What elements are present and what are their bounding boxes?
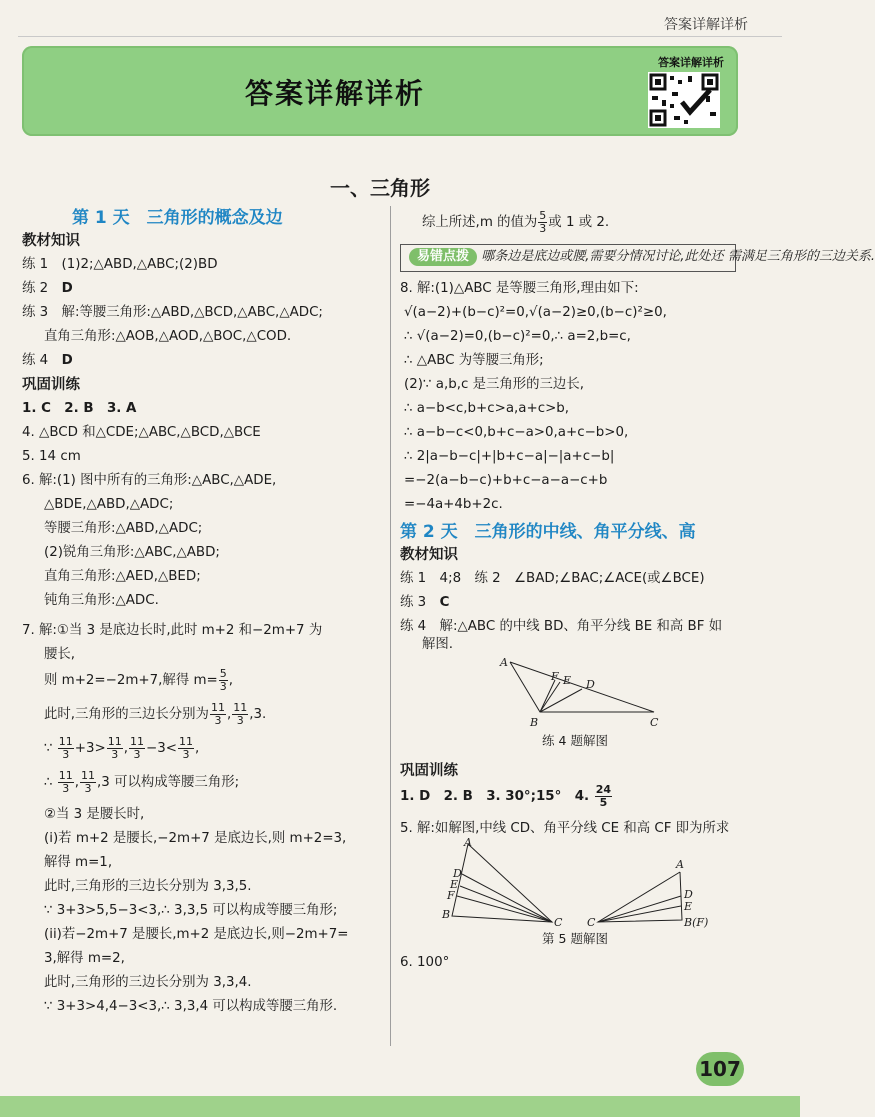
left-column bbox=[22, 206, 384, 1016]
page-number: 107 bbox=[696, 1052, 744, 1086]
answer-line: 钝角三角形:△ADC. bbox=[44, 593, 159, 608]
answer-line: 练 4 D bbox=[22, 353, 73, 368]
answer-line: √(a−2)+(b−c)²=0,√(a−2)≥0,(b−c)²≥0, bbox=[404, 305, 667, 320]
right-column bbox=[400, 206, 875, 972]
answer-line: =−4a+4b+2c. bbox=[404, 497, 503, 512]
answer-line: ∵ 3+3>4,4−3<3,∴ 3,3,4 可以构成等腰三角形. bbox=[44, 999, 338, 1014]
answer-line: 直角三角形:△AOB,△AOD,△BOC,△COD. bbox=[44, 329, 292, 344]
point-label-d: D bbox=[453, 867, 462, 880]
answer-line: (ii)若−2m+7 是腰长,m+2 是底边长,则−2m+7= bbox=[44, 927, 349, 942]
point-label-b: B bbox=[530, 716, 539, 729]
chapter-title: 一、三角形 bbox=[330, 176, 430, 200]
point-label-a: A bbox=[500, 656, 508, 669]
answer-line: 练 3 C bbox=[400, 595, 450, 610]
tip-text: 哪条边是底边或腰,需要分情况讨论,此处还 bbox=[481, 249, 724, 264]
answer-line: 1. C 2. B 3. A bbox=[22, 401, 137, 416]
answer-line: ∵ $\frac{11}{3}$ +3> $\frac{11}{3}$ , $\frac{11}{3}$ −3< $\frac{11}{3}$ , bbox=[44, 734, 200, 761]
answer-line: 7. 解:①当 3 是底边长时,此时 m+2 和−2m+7 为 bbox=[22, 623, 323, 638]
header-rule bbox=[18, 36, 782, 37]
answer-line: 5. 解:如解图,中线 CD、角平分线 CE 和高 CF 即为所求 bbox=[400, 821, 730, 836]
answer-line: ∴ 2|a−b−c|+|b+c−a|−|a+c−b| bbox=[404, 449, 615, 464]
answer-line: 等腰三角形:△ABD,△ADC; bbox=[44, 521, 203, 536]
point-label-e: E bbox=[563, 674, 572, 687]
point-label-c: C bbox=[650, 716, 659, 729]
figure-caption: 练 4 题解图 bbox=[542, 733, 608, 748]
answer-line: ∴ √(a−2)=0,(b−c)²=0,∴ a=2,b=c, bbox=[404, 329, 631, 344]
point-label-d: D bbox=[684, 888, 693, 901]
section-training: 巩固训练 bbox=[400, 763, 458, 779]
answer-line: 此时,三角形的三边长分别为 $\frac{11}{3}$ , $\frac{11}{3}$ ,3. bbox=[44, 700, 267, 727]
point-label-c: C bbox=[554, 916, 563, 929]
point-label-a: A bbox=[464, 836, 472, 849]
answer-line: 5. 14 cm bbox=[22, 449, 81, 464]
point-label-a: A bbox=[676, 858, 684, 871]
point-label-b: B bbox=[442, 908, 451, 921]
answer-line: 则 m+2=−2m+7,解得 m= $\frac{5}{3}$ , bbox=[44, 666, 233, 693]
answer-line: 练 3 解:等腰三角形:△ABD,△BCD,△ABC,△ADC; bbox=[22, 305, 323, 320]
answer-line: 6. 解:(1) 图中所有的三角形:△ABC,△ADE, bbox=[22, 473, 277, 488]
running-header: 答案详解详析 bbox=[664, 17, 748, 33]
column-divider bbox=[390, 206, 391, 1046]
answer-line: 此时,三角形的三边长分别为 3,3,4. bbox=[44, 975, 252, 990]
answer-line: 腰长, bbox=[44, 647, 76, 662]
title-banner bbox=[22, 46, 738, 136]
answer-line: 1. D 2. B 3. 30°;15° 4. $\frac{24}{5}$ bbox=[400, 782, 612, 809]
figure-caption: 第 5 题解图 bbox=[542, 931, 608, 946]
answer-line: 6. 100° bbox=[400, 955, 450, 970]
answer-line: 练 4 解:△ABC 的中线 BD、角平分线 BE 和高 BF 如 bbox=[400, 619, 723, 634]
tip-label: 易错点拨 bbox=[409, 248, 477, 266]
section-textbook: 教材知识 bbox=[400, 547, 458, 563]
point-label-e: E bbox=[684, 900, 693, 913]
day1-title: 第 1 天 三角形的概念及边 bbox=[72, 208, 283, 228]
answer-line: ②当 3 是腰长时, bbox=[44, 807, 145, 822]
tip-box bbox=[400, 244, 875, 272]
point-label-bf: B(F) bbox=[684, 916, 709, 929]
answer-line: (2)锐角三角形:△ABC,△ABD; bbox=[44, 545, 220, 560]
point-label-f: F bbox=[447, 889, 455, 902]
day2-title: 第 2 天 三角形的中线、角平分线、高 bbox=[400, 522, 696, 542]
answer-line: (i)若 m+2 是腰长,−2m+7 是底边长,则 m+2=3, bbox=[44, 831, 347, 846]
answer-line: 综上所述,m 的值为 $\frac{5}{3}$ 或 1 或 2. bbox=[422, 208, 610, 235]
answer-line: 3,解得 m=2, bbox=[44, 951, 125, 966]
banner-title: 答案详解详析 bbox=[244, 77, 425, 110]
answer-line: ∴ △ABC 为等腰三角形; bbox=[404, 353, 544, 368]
tip-text: 需满足三角形的三边关系. bbox=[727, 249, 875, 264]
figure-q5 bbox=[400, 838, 750, 930]
figure-practice4 bbox=[400, 654, 750, 732]
answer-line: 解得 m=1, bbox=[44, 855, 113, 870]
answer-line: 解图. bbox=[422, 637, 454, 652]
answer-line: (2)∵ a,b,c 是三角形的三边长, bbox=[404, 377, 584, 392]
answer-line: 此时,三角形的三边长分别为 3,3,5. bbox=[44, 879, 252, 894]
qr-caption: 答案详解详析 bbox=[658, 56, 724, 69]
answer-line: △BDE,△ABD,△ADC; bbox=[44, 497, 174, 512]
answer-line: 4. △BCD 和△CDE;△ABC,△BCD,△BCE bbox=[22, 425, 261, 440]
point-label-f: F bbox=[551, 670, 559, 683]
answer-line: ∴ a−b<c,b+c>a,a+c>b, bbox=[404, 401, 570, 416]
point-label-d: D bbox=[586, 678, 595, 691]
answer-line: 练 1 4;8 练 2 ∠BAD;∠BAC;∠ACE(或∠BCE) bbox=[400, 571, 705, 586]
qr-code-icon bbox=[648, 72, 720, 128]
answer-line: 直角三角形:△AED,△BED; bbox=[44, 569, 201, 584]
answer-line: 练 1 (1)2;△ABD,△ABC;(2)BD bbox=[22, 257, 218, 272]
footer-band bbox=[0, 1096, 800, 1117]
section-training: 巩固训练 bbox=[22, 377, 80, 393]
answer-line: ∴ $\frac{11}{3}$ , $\frac{11}{3}$ ,3 可以构成等腰三角形; bbox=[44, 768, 240, 795]
answer-line: ∴ a−b−c<0,b+c−a>0,a+c−b>0, bbox=[404, 425, 629, 440]
answer-line: ∵ 3+3>5,5−3<3,∴ 3,3,5 可以构成等腰三角形; bbox=[44, 903, 338, 918]
point-label-c: C bbox=[587, 916, 596, 929]
answer-line: =−2(a−b−c)+b+c−a−a−c+b bbox=[404, 473, 608, 488]
section-textbook: 教材知识 bbox=[22, 233, 80, 249]
answer-line: 8. 解:(1)△ABC 是等腰三角形,理由如下: bbox=[400, 281, 639, 296]
point-label-e: E bbox=[450, 878, 459, 891]
answer-line: 练 2 D bbox=[22, 281, 73, 296]
